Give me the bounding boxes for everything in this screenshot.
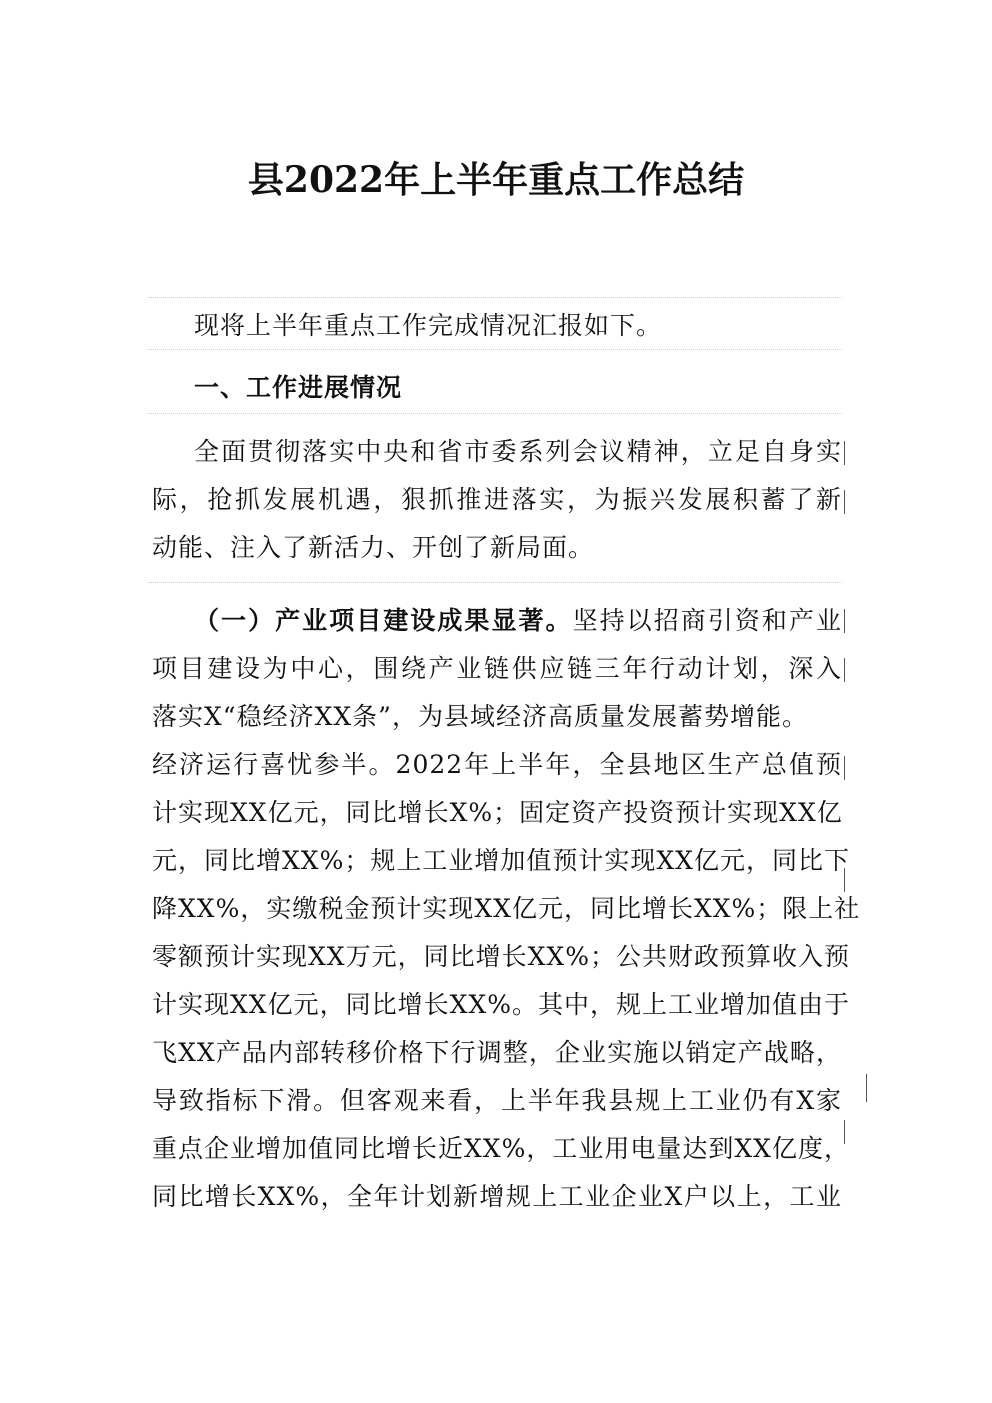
margin-bar (844, 1120, 845, 1144)
intro-paragraph (152, 302, 842, 350)
subsection-heading: （一）产业项目建设成果显著。 (194, 606, 573, 635)
intro-text: 现将上半年重点工作完成情况汇报如下。 (194, 311, 663, 340)
paragraph-line: 计实现XX亿元，同比增长X%；固定资产投资预计实现XX亿 (152, 798, 843, 827)
paragraph-line: 计实现XX亿元，同比增长XX%。其中，规上工业增加值由于 (152, 990, 850, 1019)
margin-bar (866, 1074, 867, 1102)
paragraph-line: 经济运行喜忧参半。2022年上半年，全县地区生产总值预 (152, 750, 842, 779)
section-heading-block (152, 364, 842, 412)
paragraph-line: 落实X“稳经济XX条”，为县域经济高质量发展蓄势增能。 (152, 702, 808, 731)
paragraph-line: 项目建设为中心，围绕产业链供应链三年行动计划，深入 (152, 654, 842, 683)
paragraph-line: 飞XX产品内部转移价格下行调整，企业实施以销定产战略， (152, 1038, 842, 1067)
paragraph-line: 导致指标下滑。但客观来看，上半年我县规上工业仍有X家 (152, 1086, 842, 1115)
paragraph-line: 同比增长XX%，全年计划新增规上工业企业X户以上，工业 (152, 1182, 842, 1211)
paragraph-line: 零额预计实现XX万元，同比增长XX%；公共财政预算收入预 (152, 942, 850, 971)
paragraph-line: 动能、注入了新活力、开创了新局面。 (152, 533, 595, 562)
paragraph-line (152, 597, 842, 645)
document-title: 县2022年上半年重点工作总结 (247, 159, 745, 201)
paragraph-divider (148, 413, 842, 414)
paragraph-line: 际，抢抓发展机遇，狠抓推进落实，为振兴发展积蓄了新 (152, 485, 842, 514)
paragraph-1 (152, 428, 842, 572)
margin-bar (844, 756, 845, 780)
margin-bar (844, 490, 845, 514)
paragraph-2 (152, 597, 861, 1221)
paragraph-divider (148, 582, 842, 583)
margin-bar (844, 868, 845, 892)
paragraph-line: 全面贯彻落实中央和省市委系列会议精神，立足自身实 (194, 437, 842, 466)
paragraph-line-rest: 坚持以招商引资和产业 (572, 606, 842, 635)
margin-bar (844, 441, 845, 465)
paragraph-line: 元，同比增XX%；规上工业增加值预计实现XX亿元，同比下 (152, 846, 850, 875)
paragraph-line: 重点企业增加值同比增长近XX%，工业用电量达到XX亿度， (152, 1134, 850, 1163)
paragraph-line: 降XX%，实缴税金预计实现XX亿元，同比增长XX%；限上社 (152, 894, 861, 923)
paragraph-divider (148, 297, 842, 298)
margin-bar (844, 658, 845, 682)
section-heading: 一、工作进展情况 (194, 373, 403, 402)
margin-bar (844, 609, 845, 633)
